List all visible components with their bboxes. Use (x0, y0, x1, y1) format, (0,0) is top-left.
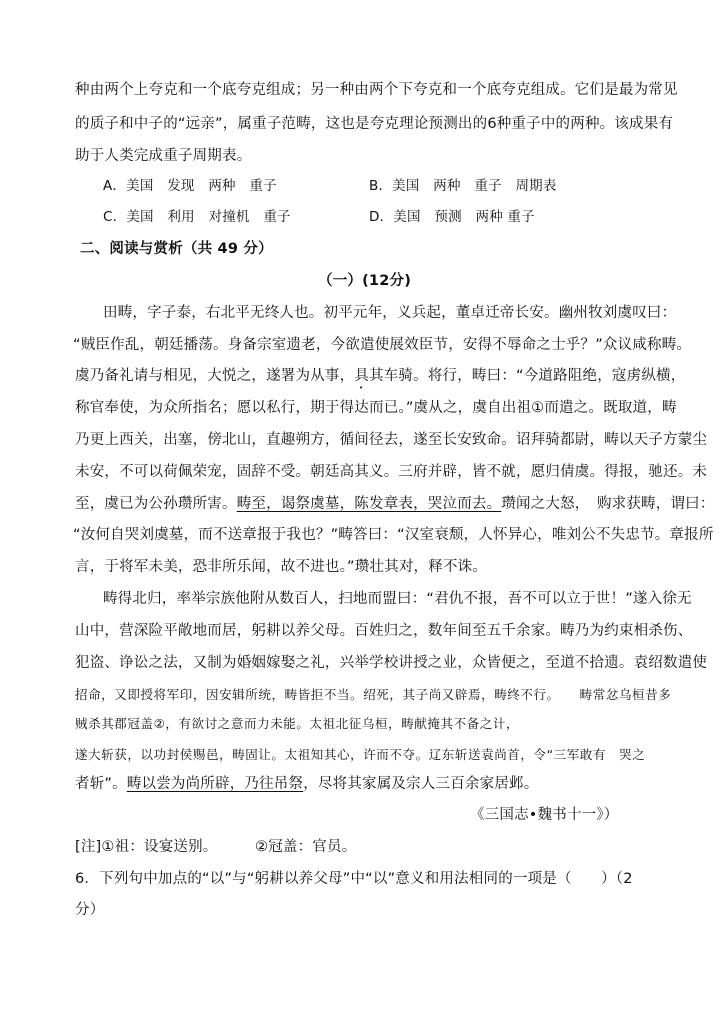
passage-text: 其车骑。将行，畴曰：“今道路阻绝，寇虏纵横， (369, 368, 686, 384)
underlined-sentence: 畴以尝为尚所辟，乃往吊祭 (126, 776, 304, 792)
option-d: D．美国 预测 两种 重子 (369, 209, 535, 225)
passage-text: 瓒闻之大怒， 购求获畴，谓曰： (501, 496, 715, 512)
passage-line: 招命，又即授将军印，因安辑所统，畴皆拒不当。绍死，其子尚又辟焉，畴终不行。 畴常忿乌桓昔多 (75, 687, 672, 702)
passage-line (75, 773, 538, 795)
question-line-1: 6．下列句中加点的“以”与“躬耕以养父母”中“以”意义和用法相同的一项是（ ）（2 (75, 871, 633, 887)
passage-line: “贼臣作乱，朝廷播荡。身备宗室遗老，今欲遣使展效臣节，安得不辱命之士乎？”众议咸称畴。 (73, 337, 692, 353)
passage-line: 山中，营深险平敞地而居，躬耕以养父母。百姓归之，数年间至五千余家。畴乃为约束相杀伤、 (75, 623, 693, 639)
passage-line: 未安，不可以荷佩荣宠，固辞不受。朝廷高其义。三府并辟，皆不就，愿归倩虞。得报，驰还。未 (75, 464, 708, 480)
passage-line: 畴得北归，率举宗族他附从数百人，扫地而盟曰：“君仇不报，吾不可以立于世！”遂入徐无 (103, 591, 692, 607)
passage-line: 贼杀其郡冠盖②，有欲讨之意而力未能。太祖北征乌桓，畴献掩其不备之计， (75, 716, 520, 731)
intro-line-3: 助于人类完成重子周期表。 (75, 148, 252, 164)
passage-text: 者斩”。 (75, 776, 127, 792)
option-c: C．美国 利用 对撞机 重子 (103, 209, 291, 225)
intro-line-2: 的质子和中子的“远亲”，属重子范畴，这也是夸克理论预测出的6种重子中的两种。该成果有 (75, 116, 674, 132)
note-2: ②冠盖：官员。 (255, 839, 357, 855)
passage-source: 《三国志•魏书十一》） (470, 807, 619, 823)
subsection-heading: （一）(12分) (318, 273, 412, 289)
passage-text: 虞乃备礼请与相见，大悦之，遂署为从事， (75, 368, 355, 384)
passage-line: 犯盗、诤讼之法，又制为婚姻嫁娶之礼，兴举学校讲授之业，众皆便之，至道不拾遗。袁绍数遣使 (75, 655, 708, 671)
passage-line (75, 493, 715, 515)
option-b: B．美国 两种 重子 周期表 (369, 178, 557, 194)
passage-line: “汝何自哭刘虞墓，而不送章报于我也？”畴答曰：“汉室衰颓，人怀异心，唯刘公不失忠节。章报所 (73, 527, 714, 543)
passage-line (75, 365, 685, 392)
passage-line: 言，于将军未美，恐非所乐闻，故不进也。”瓒壮其对，释不诛。 (75, 559, 488, 575)
intro-line-1: 种由两个上夸克和一个底夸克组成；另一种由两个下夸克和一个底夸克组成。它们是最为常见 (75, 82, 678, 98)
passage-line: 乃更上西关，出塞，傍北山，直趣朔方，循间径去，遂至长安致命。诏拜骑都尉，畴以天子方蒙尘 (75, 432, 708, 448)
option-a: A．美国 发现 两种 重子 (103, 178, 277, 194)
underlined-sentence: 畴至，谒祭虞墓，陈发章表，哭泣而去。 (236, 496, 502, 512)
section-heading: 二、阅读与赏析（共 49 分） (80, 241, 273, 257)
passage-text: 至，虞已为公孙瓒所害。 (75, 496, 237, 512)
note-1: [注]①祖：设宴送别。 (75, 839, 218, 855)
passage-text: ，尽将其家属及宗人三百余家居邺。 (303, 776, 539, 792)
question-line-2: 分） (75, 902, 105, 918)
passage-line: 称官奉使，为众所指名；愿以私行，期于得达而已。”虞从之，虞自出祖①而遣之。既取道，畴 (75, 400, 677, 416)
passage-line: 遂大斩获，以功封侯赐邑，畴固让。太祖知其心，许而不夺。辽东斩送袁尚首，令“三军敢有 哭之 (75, 747, 646, 762)
dotted-character: 具 (354, 368, 370, 384)
passage-line: 田畴，字子泰，右北平无终人也。初平元年，义兵起，董卓迁帝长安。幽州牧刘虞叹曰： (103, 305, 677, 321)
